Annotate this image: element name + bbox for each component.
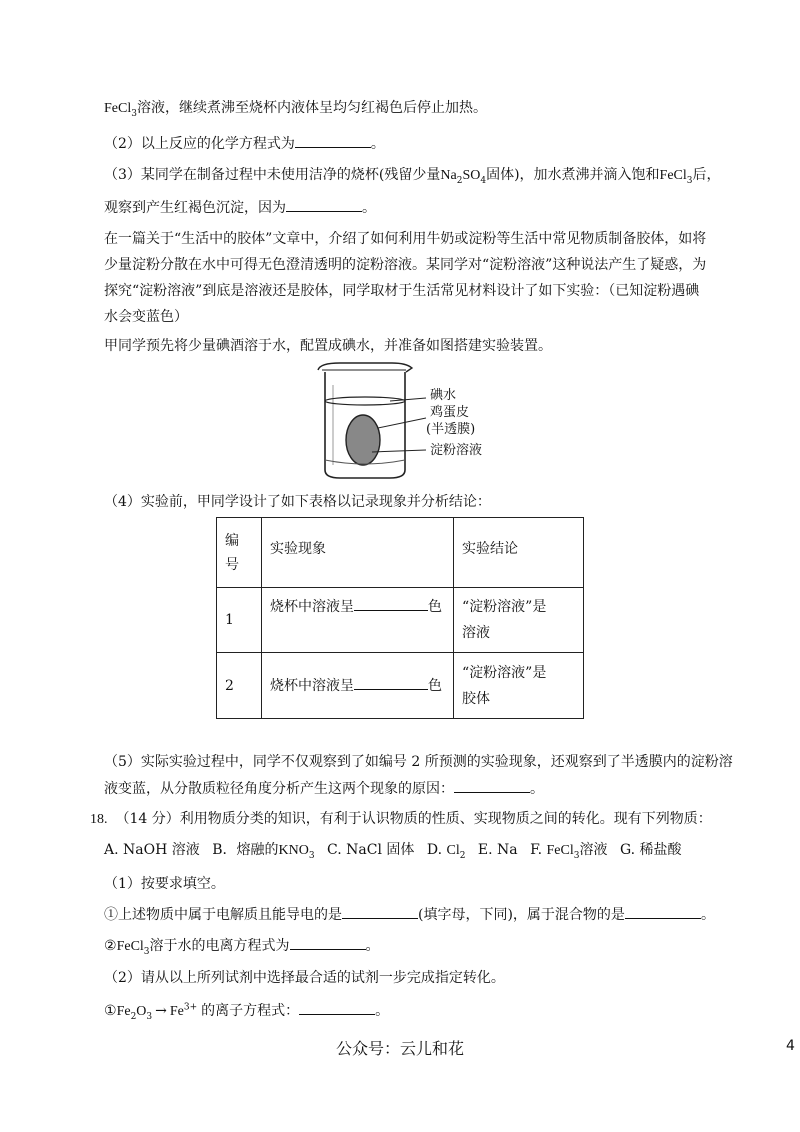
option-c: C. NaCl 固体 <box>327 842 415 858</box>
table-row <box>217 653 584 719</box>
answer-blank[interactable] <box>290 935 366 950</box>
footer-account: 公众号：云儿和花 <box>335 1039 464 1058</box>
question-5-line2: 液变蓝，从分散质粒径角度分析产生这两个现象的原因： 。 <box>104 778 544 799</box>
question-2: （2）以上反应的化学方程式为 。 <box>104 133 385 154</box>
text-line: FeCl$_3$溶液，继续煮沸至烧杯内液体呈均匀红褐色后停止加热。 <box>104 100 487 119</box>
sub-question-1a: ①上述物质中属于电解质且能导电的是 (填字母，下同)，属于混合物的是 。 <box>104 904 715 925</box>
sub-question-1: （1）按要求填空。 <box>104 876 225 892</box>
option-b: B．熔融的$KNO_3$ <box>212 842 315 861</box>
table-row <box>217 588 584 653</box>
sub-question-1b: ②FeCl$_3$溶于水的电离方程式为 。 <box>104 935 380 957</box>
prep-line: 甲同学预先将少量碘酒溶于水，配置成碘水，并准备如图搭建实验装置。 <box>104 338 552 354</box>
row-phenomenon: 烧杯中溶液呈 色 <box>262 588 454 653</box>
answer-blank[interactable] <box>625 904 701 919</box>
option-a: A. NaOH 溶液 <box>104 842 200 858</box>
answer-blank[interactable] <box>342 904 418 919</box>
sub-question-2a: $①Fe_2O_3 \to Fe^{3+}$ 的离子方程式： 。 <box>104 1000 389 1022</box>
answer-blank[interactable] <box>354 675 428 690</box>
intro-line: 水会变蓝色） <box>104 309 188 325</box>
question-18: 18. （14 分）利用物质分类的知识，有利于认识物质的性质、实现物质之间的转化。现有下列物质： <box>90 811 712 827</box>
apparatus-figure <box>300 360 510 485</box>
row-number: 1 <box>217 588 262 653</box>
row-number: 2 <box>217 653 262 719</box>
answer-blank[interactable] <box>299 1000 375 1015</box>
row-conclusion: “淀粉溶液”是 胶体 <box>454 653 584 719</box>
answer-blank[interactable] <box>354 596 428 611</box>
label-semipermeable: (半透膜) <box>426 422 476 437</box>
label-eggshell: 鸡蛋皮 <box>430 405 470 420</box>
label-iodine-water: 碘水 <box>430 388 457 403</box>
answer-blank[interactable] <box>286 197 362 212</box>
option-g: G. 稀盐酸 <box>619 842 682 858</box>
intro-line: 在一篇关于“生活中的胶体”文章中，介绍了如何利用牛奶或淀粉等生活中常见物质制备胶体，如将 <box>104 231 707 247</box>
intro-line: 少量淀粉分散在水中可得无色澄清透明的淀粉溶液。某同学对“淀粉溶液”这种说法产生了疑惑，为 <box>104 257 707 273</box>
option-d: D. $Cl_2$ <box>426 842 466 861</box>
row-conclusion: “淀粉溶液”是 溶液 <box>454 588 584 653</box>
label-starch-solution: 淀粉溶液 <box>430 443 483 458</box>
option-f: F. FeCl$_3$溶液 <box>530 842 608 861</box>
sub-question-2: （2）请从以上所列试剂中选择最合适的试剂一步完成指定转化。 <box>104 970 505 986</box>
header-number: 编 号 <box>217 518 262 588</box>
question-3-line2: 观察到产生红褐色沉淀，因为 。 <box>104 197 376 218</box>
option-e: E. Na <box>477 842 518 858</box>
header-phenomenon: 实验现象 <box>262 518 454 588</box>
header-conclusion: 实验结论 <box>454 518 584 588</box>
row-phenomenon: 烧杯中溶液呈 色 <box>262 653 454 719</box>
answer-blank[interactable] <box>454 778 530 793</box>
page-number: 4 <box>786 1038 795 1054</box>
question-5: （5）实际实验过程中，同学不仅观察到了如编号 2 所预测的实验现象，还观察到了半透膜内的淀粉溶 <box>104 754 733 770</box>
question-4: （4）实验前，甲同学设计了如下表格以记录现象并分析结论： <box>104 494 491 510</box>
record-table <box>216 517 584 719</box>
question-3: （3）某同学在制备过程中未使用洁净的烧杯(残留少量$Na_2SO_4$固体)，加水煮沸并滴入饱和FeCl$_3$后， <box>104 167 721 186</box>
intro-line: 探究“淀粉溶液”到底是溶液还是胶体，同学取材于生活常见材料设计了如下实验：（已知淀粉遇碘 <box>104 283 700 299</box>
table-header-row <box>217 518 584 588</box>
options-line <box>104 840 682 861</box>
answer-blank[interactable] <box>295 133 371 148</box>
